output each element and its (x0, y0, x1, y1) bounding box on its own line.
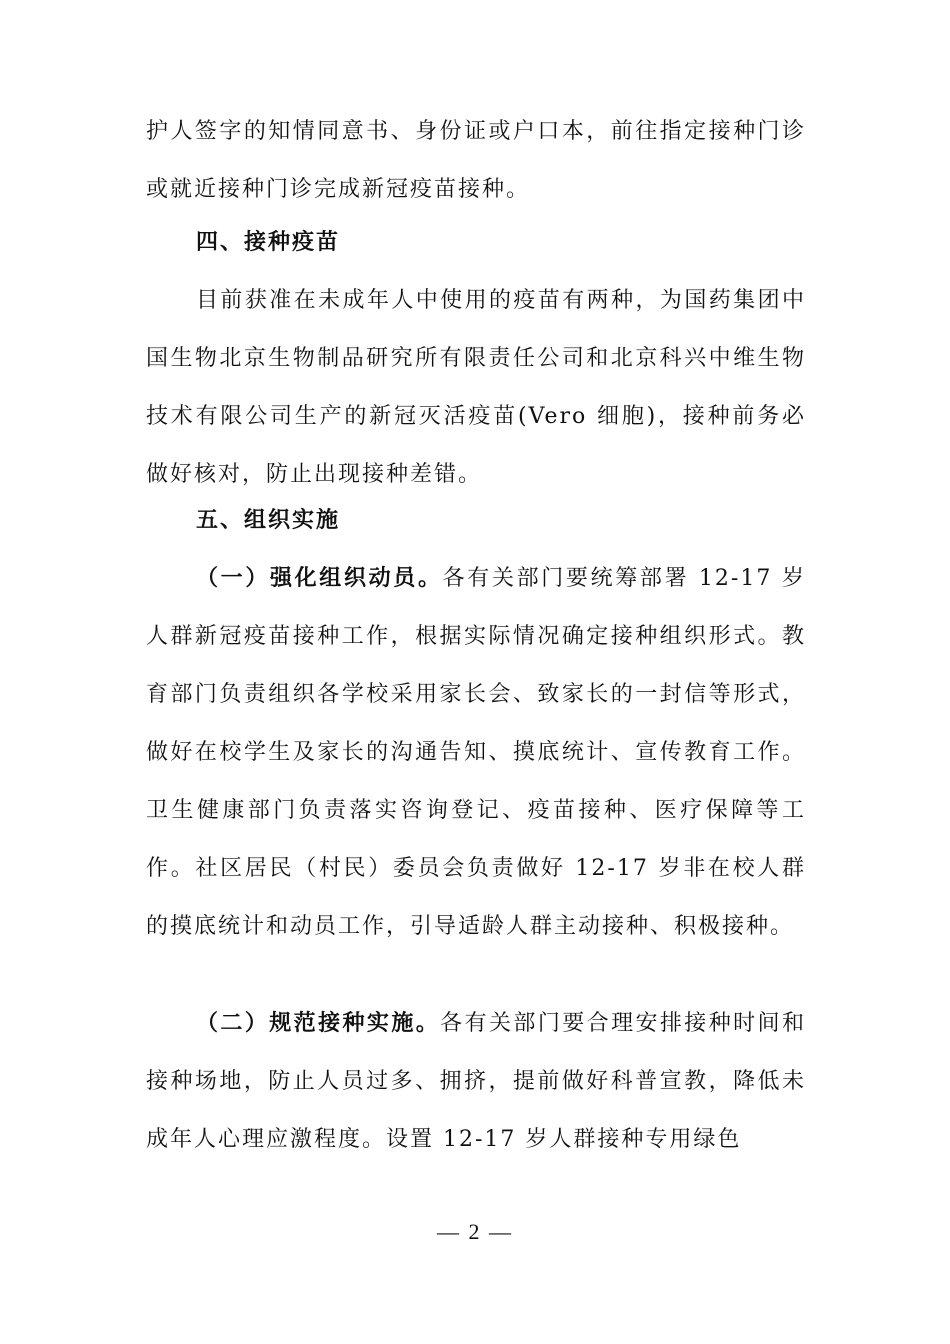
paragraph-vaccine-types: 目前获准在未成年人中使用的疫苗有两种，为国药集团中国生物北京生物制品研究所有限责任公司和北京科兴中维生物技术有限公司生产的新冠灭活疫苗(Vero 细胞)，接种前务必做好核对，防止出现接种差错。 (146, 288, 806, 487)
subsection-lead-mobilization: （一）强化组织动员。 (196, 566, 443, 591)
paragraph-standardized (146, 995, 806, 1169)
section-heading-implementation: 五、组织实施 (196, 508, 341, 533)
paragraph-consent: 护人签字的知情同意书、身份证或户口本，前往指定接种门诊或就近接种门诊完成新冠疫苗接种。 (146, 119, 806, 202)
page-number: — 2 — (437, 1219, 513, 1244)
subsection-lead-standardized: （二）规范接种实施。 (196, 1011, 441, 1036)
section-heading-vaccine: 四、接种疫苗 (196, 230, 341, 255)
paragraph-mobilization (146, 550, 806, 956)
paragraph-mobilization-body: 各有关部门要统筹部署 12-17 岁人群新冠疫苗接种工作，根据实际情况确定接种组织形式。教育部门负责组织各学校采用家长会、致家长的一封信等形式，做好在校学生及家长的沟通告知、摸底统计、宣传教育工作。卫生健康部门负责落实咨询登记、疫苗接种、医疗保障等工作。社区居民（村民）委员会负责做好 12-17 岁非在校人群的摸底统计和动员工作，引导适龄人群主动接种、积极接种。 (146, 566, 806, 939)
paragraph-standardized-body: 各有关部门要合理安排接种时间和接种场地，防止人员过多、拥挤，提前做好科普宣教，降低未成年人心理应激程度。设置 12-17 岁人群接种专用绿色 (146, 1011, 806, 1152)
